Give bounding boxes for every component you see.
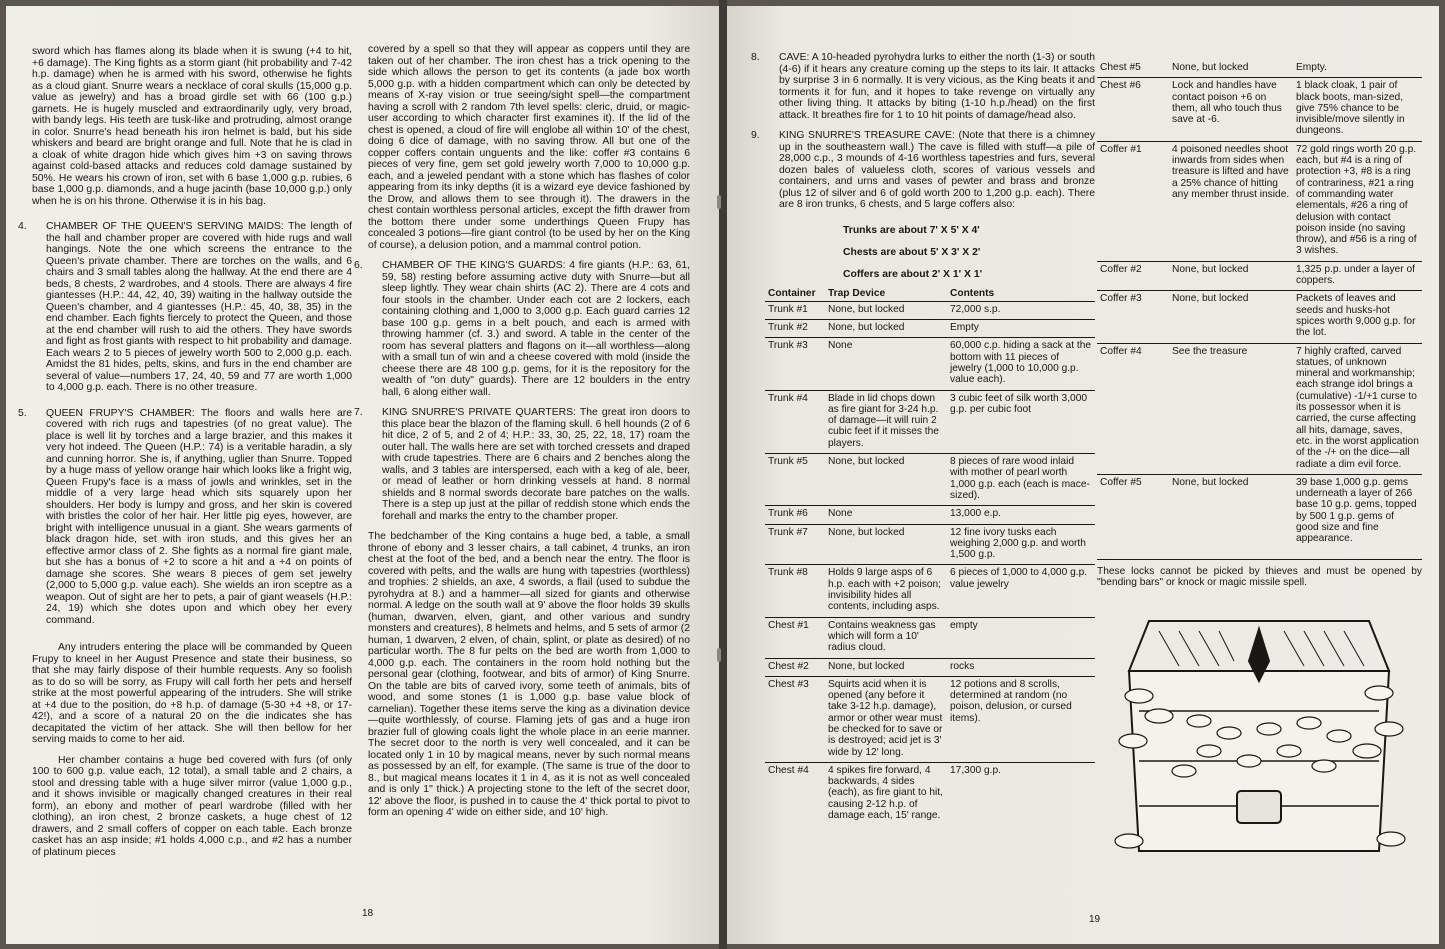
container-cell: Chest #1 [765, 617, 825, 658]
container-cell: Chest #4 [765, 762, 825, 825]
table-row [765, 617, 1095, 658]
container-cell: Trunk #2 [765, 320, 825, 338]
page18-paragraph-snurre: sword which has flames along its blade when it is swung (+4 to hit, +6 damage). The King fights as a storm giant (hit probability and 7-42 h.p. damage) when he is armed with his sword, otherwise he fights as a cloud giant. Snurre wears a necklace of coral skulls (15,000 g.p. value as jewelry) and has a broad girdle set with 66 (100 g.p.) garnets. He is hugely muscled and extraordinarily ugly, very broad, with bandy legs. His teeth are tusk-like and protruding, almost orange in color. Snurre's head beneath his iron helmet is bald, but his side whiskers and beard are bright orange and full. Note that he is clad in a cloak of white dragon hide which gives him +3 on saving throws against cold-based attacks and reduces cold damage sustained by 50%. He wears his crown of iron, set with 6 base 1,000 g.p. rubies, 6 base 1,000 g.p. diamonds, and a huge jacinth (base 10,000 g.p.) only when he is on his throne. Otherwise it is in his bag. [32, 46, 352, 207]
contents-cell: 1 black cloak, 1 pair of black boots, man-sized, give 75% chance to be invisible/move silently in dungeons. [1293, 78, 1422, 141]
treasure-chest-drawing [1109, 601, 1409, 863]
table-row [1097, 78, 1422, 141]
trap-cell: None, but locked [828, 303, 905, 315]
table-row [1097, 141, 1422, 261]
table-body-right [1097, 60, 1422, 549]
chest-size: Chests are about 5' X 3' X 2' [843, 246, 981, 258]
trap-cell: None [825, 338, 947, 390]
container-cell: Trunk #4 [765, 390, 825, 453]
page18-column-2 [354, 44, 690, 828]
contents-cell: 72,000 s.p. [950, 303, 1001, 315]
container-cell: Coffer #5 [1097, 474, 1169, 548]
trap-cell: 4 spikes fire forward, 4 backwards, 4 sides (each), as fire giant to hit, causing 2-12 h.p. of damage each, 15' range. [825, 762, 947, 825]
trunk-size: Trunks are about 7' X 5' X 4' [843, 224, 980, 236]
container-cell: Chest #5 [1100, 62, 1141, 73]
table-row [1097, 261, 1422, 291]
page19-column-1 [751, 52, 1095, 825]
trap-cell: Contains weakness gas which will form a 10' radius cloud. [825, 617, 947, 658]
header-trap: Trap Device [825, 286, 947, 302]
page-19 [727, 6, 1439, 944]
contents-cell: 13,000 e.p. [947, 506, 1095, 524]
container-sizes [843, 220, 1095, 286]
trap-cell: Lock and handles have contact poison +6 on them, all who touch thus save at -6. [1169, 78, 1293, 141]
contents-cell: 3 cubic feet of silk worth 3,000 g.p. per cubic foot [947, 390, 1095, 453]
container-cell: Chest #2 [765, 658, 825, 676]
trap-cell: Blade in lid chops down as fire giant for 3-24 h.p. of damage—it will ruin 2 cubic feet if it misses the players. [825, 390, 947, 453]
coffer-size: Coffers are about 2' X 1' X 1' [843, 268, 983, 280]
table-row [765, 676, 1095, 762]
table-row [765, 454, 1095, 506]
container-cell: Coffer #2 [1097, 261, 1169, 291]
trap-cell: None, but locked [1169, 474, 1293, 548]
contents-cell: Packets of leaves and seeds and husks-hot spices worth 9,000 g.p. for the lot. [1293, 291, 1422, 343]
table-row [765, 524, 1095, 565]
table-row [1097, 474, 1422, 548]
page19-section-8: 8. CAVE: A 10-headed pyrohydra lurks to either the north (1-3) or south (4-6) if it hears any creature coming up the steps to its lair. It attacks by surprise 3 in 6 normally. It is very vicious, as the King beats it and torments it for fun, and it hopes to take revenge on virtually any other living thing. It attacks by biting (1-10 h.p./head) on the first attack. It breathes fire for 1 to 10 hit points of damage/head also. [751, 52, 1095, 121]
page-number-18: 18 [362, 908, 374, 919]
container-cell: Trunk #3 [765, 338, 825, 390]
contents-cell: 1,325 p.p. under a layer of coppers. [1293, 261, 1422, 291]
contents-cell: 39 base 1,000 g.p. gems underneath a layer of 266 base 10 g.p. gems, topped by 500 1 g.p. gems of good size and fine appearance. [1293, 474, 1422, 548]
trap-cell: None, but locked [1169, 261, 1293, 291]
table-body-left [765, 301, 1095, 825]
page18-column-1 [18, 46, 352, 867]
table-row [765, 338, 1095, 390]
container-cell: Chest #6 [1097, 78, 1169, 141]
contents-cell: rocks [947, 658, 1095, 676]
trap-cell: Squirts acid when it is opened (any before it take 3-12 h.p. damage), armor or other wear must be checked for to save or is destroyed; acid jet is 3' wide by 12' long. [825, 676, 947, 762]
page18-section-4: 4. CHAMBER OF THE QUEEN'S SERVING MAIDS: The length of the hall and chamber proper are covered with hide rugs and wall hangings. Note the one which screens the entrance to the Queen's private chamber. There are torches on the walls, and 6 chairs and 3 small tables along the hallway. At the end there are 4 beds, 8 chests, 2 wardrobes, and 4 stools. There are always 4 fire giantesses (H.P.: 44, 42, 40, 39) waiting in the hallway outside the Queen's chamber, and 4 giantesses (H.P.: 45, 40, 38, 35) in the end chamber. Each fights fiercely to protect the Queen, and those at the end chamber will rush to aid the others. They have swords and fight as frost giants with respect to hit probability and damage. Each wears 2 to 5 pieces of jewelry worth 500 to 2,000 g.p. each. Amidst the 81 hides, pelts, skins, and furs in the end chamber are several of value—numbers 17, 24, 40, 59 and 77 are worth 1,000 to 4,000 g.p. each. There is no other treasure. [18, 221, 352, 393]
container-cell: Trunk #8 [765, 565, 825, 617]
trap-cell: None [825, 506, 947, 524]
contents-cell: 17,300 g.p. [947, 762, 1095, 825]
contents-cell: 12 potions and 8 scrolls, determined at random (no poison, delusion, or cursed items). [947, 676, 1095, 762]
container-cell: Trunk #6 [765, 506, 825, 524]
page18-paragraph-iron-chest: covered by a spell so that they will appear as coppers until they are taken out of her chamber. The iron chest has a trick opening to the side which allows the person to get its contents (a jade box worth 5,000 g.p. with a hidden compartment which can only be detected by means of X-ray vision or true seeing/sight spell—the compartment having a scroll with 2 random 7th level spells: cleric, druid, or magic-user according to which character first examines it). If the lid of the chest is opened, a cloud of fire will englobe all within 10' of the chest, doing 6 dice of damage, with no saving throw. All but one of the copper coffers contain unguents and the like: coffer #3 contains 6 pieces of very fine, gem set gold jewelry worth 7,000 to 10,000 g.p. each, and a jeweled pendant with a stone which has flashes of color appearing from its inky depths (it is a wizard eye device fashioned by the Drow, and allows them to see through it). The drawers in the chest contain worthless personal articles, except the fifth drawer from the bottom there under some underthings Queen Frupy has concealed 3 potions—fire giant control (to be used by her on the King of course), a delusion potion, and a mammal control potion. [368, 44, 690, 251]
header-contents: Contents [947, 286, 1095, 302]
container-cell: Trunk #1 [768, 303, 808, 315]
table-row [765, 762, 1095, 825]
contents-cell: 12 fine ivory tusks each weighing 2,000 g.p. and worth 1,500 g.p. [947, 524, 1095, 565]
treasure-table-right [1097, 60, 1422, 549]
treasure-table-left [765, 286, 1095, 826]
staple-top [717, 195, 721, 209]
trap-cell: See the treasure [1169, 343, 1293, 474]
page18-section-6: 6. CHAMBER OF THE KING'S GUARDS: 4 fire giants (H.P.: 63, 61, 59, 58) resting before assuming active duty with Snurre—but all sleep lightly. They wear chain shirts (AC 2). There are 4 cots and four stools in the chamber. Under each cot are 2 lockers, each containing clothing and 1,000 to 3,000 g.p. Each guard carries 12 base 100 g.p. gems in a belt pouch, and each is armed with throwing hammer (cf. 3.) and sword. A table in the center of the room has several platters and flagons on it—all worthless—along with a small tun of win and a cheese covered with mold (inside the cheese there are 48 100 g.p. gems, for it is the repository for the wealth of "on duty" guards). There are 12 boulders in the entry hall, 6 along either wall. [354, 260, 690, 398]
trap-cell: 4 poisoned needles shoot inwards from sides when treasure is lifted and have a 25% chance of hitting any member thrust inside. [1169, 141, 1293, 261]
contents-cell: 72 gold rings worth 20 g.p. each, but #4 is a ring of protection +3, #8 is a ring of contrariness, #21 a ring of commanding water elementals, #26 a ring of delusion with contact poison inside (no saving throw), and #56 is a ring of 3 wishes. [1293, 141, 1422, 261]
page18-section-5: 5. QUEEN FRUPY'S CHAMBER: The floors and walls here are covered with rich rugs and tapestries (of no great value). The place is well lit by torches and a large brazier, and this makes it very hot indeed. The Queen (H.P.: 74) is a veritable haradin, a sly and cunning horror. She is, if anything, uglier than Snurre. Topped by a huge mass of yellow orange hair which looks like a fright wig, Queen Frupy's face is a mass of jowls and wrinkles, set in the middle of a very large head which sits squarely upon her shoulders. Her body is lumpy and gross, and her skin is covered with bristles the color of her hair. Her little pig eyes, however, are bright with intelligence unusual in a giant. She wears garments of black dragon hide, set with iron studs, and this gives her an effective armor class of 2. She fights as a normal fire giant male, but she has a bonus of +2 to score a hit and a +4 on points of damage she scores. She wears 8 pieces of gem set jewelry (2,000 to 5,000 g.p. value each). She wields an iron sceptre as a weapon. Out of sight are her to pets, a pair of giant weasels (H.P.: 24, 19) which she dotes upon and which obey her every command. [18, 407, 352, 626]
table-row [1097, 291, 1422, 343]
table-row [765, 658, 1095, 676]
container-cell: Trunk #5 [765, 454, 825, 506]
table-row [765, 301, 1095, 319]
page18-section-7: 7. KING SNURRE'S PRIVATE QUARTERS: The great iron doors to this place bear the blazon of the flaming skull. 6 hell hounds (2 of 6 hit dice, 2 of 5, and 2 of 4; H.P.: 33, 30, 25, 22, 18, 17) roam the outer hall. The walls here are set with torched cressets and draped with crude tapestries. There are 6 chairs and 2 benches along the walls, and 3 tables are interspersed, each with a keg of ale, beer, or mead of leather or horn drinking vessels at hand. 8 normal shields and 8 normal swords decorate bare patches on the walls. There is a step up just at the pillar of reddish stone which ends the forehall and marks the entry to the chamber proper. [354, 407, 690, 522]
container-cell: Coffer #4 [1097, 343, 1169, 474]
contents-cell: 7 highly crafted, carved statues, of unknown mineral and workmanship; each strange idol brings a (cumulative) -1/+1 curse to its possessor when it is carried, the curse affecting all hits, damage, saves, etc. in the worst application of the -/+ on the dice—all radiate a dim evil force. [1293, 343, 1422, 474]
page19-section-9: 9. KING SNURRE'S TREASURE CAVE: (Note that there is a chimney up in the southeastern wall.) The cave is filled with stuff—a pile of 28,000 c.p., 3 mounds of 4-16 worthless tapestries and furs, several dozen bales of valueless cloth, scores of various vessels and containers, and urns and vases of pewter and brass and bronze (plus 12 of silver and 6 of gold worth 200 to 1,200 g.p. each). There are 8 iron trunks, 6 chests, and 5 large coffers also: [751, 130, 1095, 210]
gutter [719, 0, 727, 949]
chest-lock-plate [1237, 791, 1281, 823]
header-container: Container [765, 286, 825, 302]
locks-note: These locks cannot be picked by thieves and must be opened by "bending bars" or knock or magic missile spell. [1097, 559, 1422, 589]
trap-cell: None, but locked [825, 454, 947, 506]
trap-cell: None, but locked [1172, 62, 1249, 73]
trap-cell: None, but locked [825, 320, 947, 338]
container-cell: Coffer #1 [1097, 141, 1169, 261]
page18-paragraph-bedchamber: The bedchamber of the King contains a huge bed, a table, a small throne of ebony and 3 lesser chairs, a tall cabinet, 4 trunks, an iron chest at the foot of the bed, and a bench near the entry. The floor is covered with pelts, and the walls are hung with tapestries (worthless) and trophies: 2 shields, an axe, 4 swords, a flail (used to subdue the pyrohydra at 8.) and a hammer—all sized for giants and otherwise normal. A ledge on the south wall at 9' above the floor holds 39 skulls (human, dwarven, elven, giant, and other various and sundry monsters and creatures), 8 helmets and helms, and 5 sets of armor (2 human, 1 dwarven, 2 elven, of chain, splint, or plate as desired) of no particular worth. The 8 fur pelts on the bed are worth from 1,000 to 4,000 g.p. each. The containers in the room hold nothing but the personal gear (clothing, footwear, and bits of armor) of King Snurre. On the table are bits of carved ivory, some teeth of animals, bits of wood, and some stones (1 is 1,000 g.p. base value block of carnelian). Together these items serve the king as a divination device—quite worthlessly, of course. Flaming jets of gas and a huge iron brazier full of glowing coals light the whole place in an eerie manner. The secret door to the north is very well concealed, and it can be located only 1 in 10 by magical means, never by such normal means as possessed by an elf, for example. (The same is true of the door to 8., but magical means locates it 1 in 4, as it is not as well concealed and is only 1" thick.) A projecting stone to the left of the secret door, 12' above the floor, is pushed in to cause the 4' thick portal to pivot to form an opening 4' wide on either side, and 10' high. [368, 531, 690, 818]
contents-cell: 60,000 c.p. hiding a sack at the bottom with 11 pieces of jewelry (1,000 to 10,000 g.p. value each). [947, 338, 1095, 390]
contents-cell: empty [947, 617, 1095, 658]
table-header-row [765, 286, 1095, 302]
table-row [765, 320, 1095, 338]
trap-cell: None, but locked [825, 658, 947, 676]
table-row [1097, 60, 1422, 78]
table-row [765, 506, 1095, 524]
container-cell: Coffer #3 [1097, 291, 1169, 343]
contents-cell: Empty. [1296, 62, 1327, 73]
trap-cell: Holds 9 large asps of 6 h.p. each with +2 poison; invisibility hides all contents, including asps. [825, 565, 947, 617]
page18-paragraph-chamber: Her chamber contains a huge bed covered with furs (of only 100 to 600 g.p. value each, 12 total), a small table and 2 chairs, a stool and dressing table with a huge silver mirror (value 1,000 g.p., and it shows invisible or magically changed creatures in their real form), an ebony and mother of pearl wardrobe (filled with her clothing), an iron chest, 2 bronze caskets, a huge chest of 12 drawers, and 2 small coffers of copper on each table. Each bronze casket has an asp inside; #1 holds 4,000 c.p., and #2 has a number of platinum pieces [32, 754, 352, 858]
table-row [765, 565, 1095, 617]
trap-cell: None, but locked [1169, 291, 1293, 343]
treasure-chest-illustration [1109, 601, 1409, 863]
page18-paragraph-intruders: Any intruders entering the place will be commanded by Queen Frupy to kneel in her August Presence and state their business, so that she may fairly dispose of their humble requests. Any so foolish as to do so will be sorry, as Frupy will call forth her pets and herself strike at the most powerful appearing of the intruders. She will strike at +4 due to the position, do +8 h.p. of damage (5-30 +4 +8, or 17-42!), and a score of a natural 20 on the die indicates she has decapitated the victim of her attack. She will then bellow for her serving maids to come to her aid. [32, 642, 352, 745]
page19-column-2 [1097, 60, 1422, 863]
container-cell: Trunk #7 [765, 524, 825, 565]
staple-bottom [717, 648, 721, 662]
contents-cell: 8 pieces of rare wood inlaid with mother of pearl worth 1,000 g.p. each (each is mace-sized). [947, 454, 1095, 506]
trap-cell: None, but locked [825, 524, 947, 565]
table-row [765, 390, 1095, 453]
table-row [1097, 343, 1422, 474]
container-cell: Chest #3 [765, 676, 825, 762]
contents-cell: Empty [947, 320, 1095, 338]
contents-cell: 6 pieces of 1,000 to 4,000 g.p. value jewelry [947, 565, 1095, 617]
page-number-19: 19 [1089, 914, 1101, 925]
page-18 [6, 6, 719, 944]
